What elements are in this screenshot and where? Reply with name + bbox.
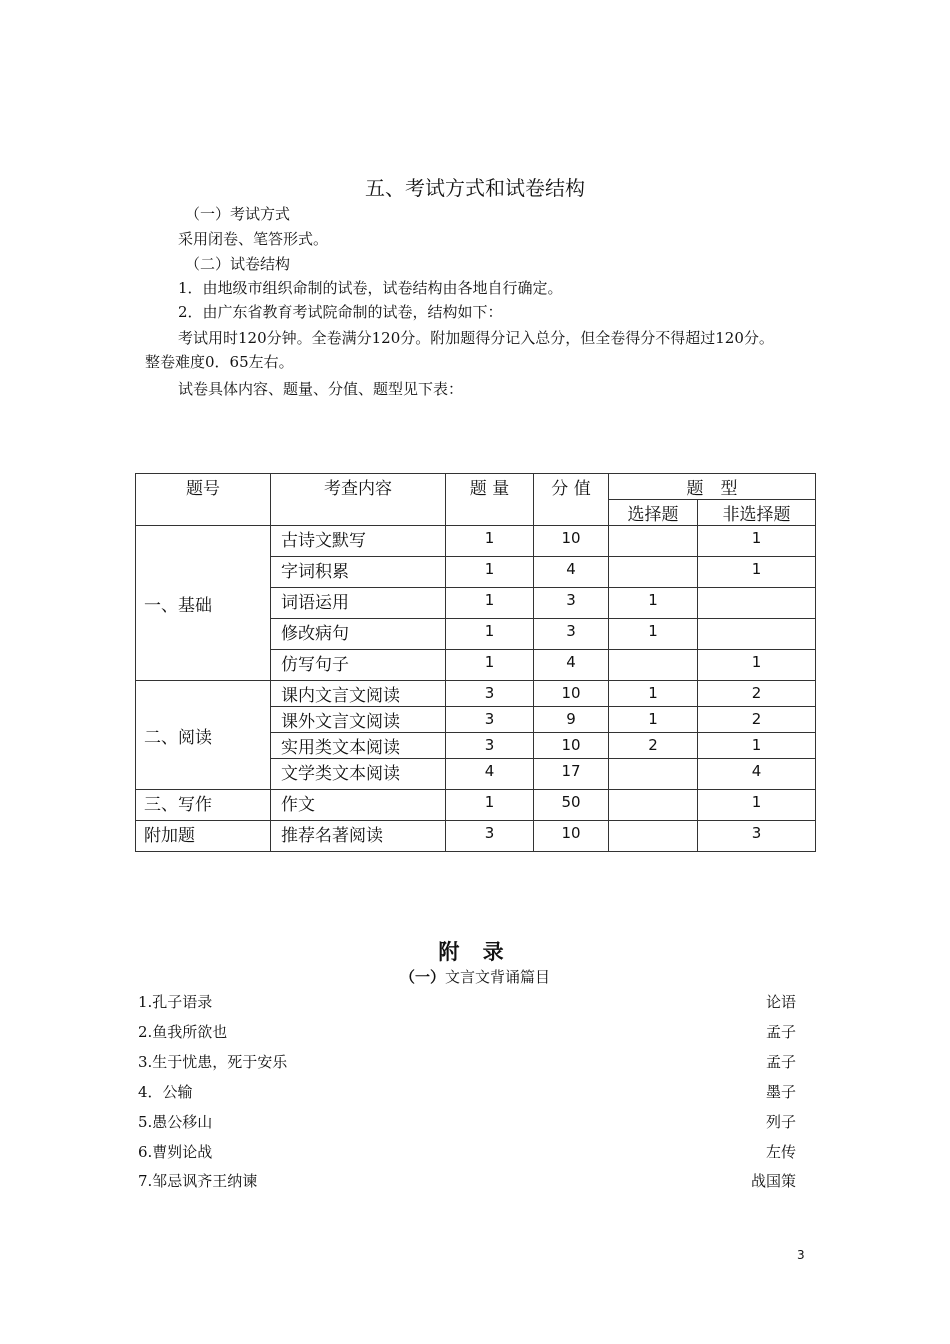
group-writing: 三、写作 xyxy=(136,790,271,821)
row-content: 古诗文默写 xyxy=(271,526,446,557)
row-count: 1 xyxy=(446,650,534,681)
table-header-row xyxy=(136,474,816,500)
list-item-author: 孟子 xyxy=(765,1023,796,1041)
list-item-author: 左传 xyxy=(765,1143,796,1161)
row-score: 10 xyxy=(534,681,609,707)
row-nonchoice: 2 xyxy=(698,681,816,707)
structure-item-2: 2．由广东省教育考试院命制的试卷，结构如下： xyxy=(178,303,503,321)
row-count: 3 xyxy=(446,681,534,707)
list-item xyxy=(138,1081,796,1103)
row-nonchoice xyxy=(698,619,816,650)
group-reading: 二、阅读 xyxy=(136,681,271,790)
list-item xyxy=(138,1021,796,1043)
header-type: 题 型 xyxy=(609,474,816,500)
row-score: 10 xyxy=(534,821,609,852)
row-nonchoice: 1 xyxy=(698,650,816,681)
row-score: 3 xyxy=(534,619,609,650)
row-choice xyxy=(609,821,698,852)
appendix-subtitle-text: 文言文背诵篇目 xyxy=(445,968,551,986)
row-score: 4 xyxy=(534,650,609,681)
list-item xyxy=(138,1170,796,1192)
header-count: 题 量 xyxy=(446,474,534,526)
row-score: 10 xyxy=(534,526,609,557)
structure-item-1: 1．由地级市组织命制的试卷，试卷结构由各地自行确定。 xyxy=(178,279,563,297)
difficulty-text: 整卷难度0．65左右。 xyxy=(145,353,294,371)
row-score: 50 xyxy=(534,790,609,821)
header-num: 题号 xyxy=(136,474,271,526)
exam-duration-text: 考试用时120分钟。全卷满分120分。附加题得分记入总分，但全卷得分不得超过120分。 xyxy=(178,329,774,347)
row-choice xyxy=(609,526,698,557)
row-nonchoice: 4 xyxy=(698,759,816,790)
row-choice xyxy=(609,650,698,681)
list-item-title: 4．公输 xyxy=(138,1083,193,1101)
list-item-title: 1.孔子语录 xyxy=(138,993,213,1011)
row-choice xyxy=(609,557,698,588)
row-choice xyxy=(609,759,698,790)
group-extra: 附加题 xyxy=(136,821,271,852)
section-title: 五、考试方式和试卷结构 xyxy=(365,176,585,200)
table-intro-text: 试卷具体内容、题量、分值、题型见下表： xyxy=(178,380,464,398)
list-item-title: 7.邹忌讽齐王纳谏 xyxy=(138,1172,258,1190)
row-content: 文学类文本阅读 xyxy=(271,759,446,790)
row-choice xyxy=(609,790,698,821)
list-item-title: 3.生于忧患，死于安乐 xyxy=(138,1053,288,1071)
row-choice: 2 xyxy=(609,733,698,759)
row-count: 1 xyxy=(446,790,534,821)
list-item xyxy=(138,1111,796,1133)
list-item xyxy=(138,991,796,1013)
table-row xyxy=(136,681,816,707)
row-count: 1 xyxy=(446,588,534,619)
row-content: 修改病句 xyxy=(271,619,446,650)
row-count: 1 xyxy=(446,619,534,650)
row-nonchoice: 1 xyxy=(698,526,816,557)
appendix-subtitle-prefix: （一） xyxy=(399,968,445,986)
list-item-title: 6.曹刿论战 xyxy=(138,1143,213,1161)
header-score: 分 值 xyxy=(534,474,609,526)
list-item-author: 孟子 xyxy=(765,1053,796,1071)
row-content: 仿写句子 xyxy=(271,650,446,681)
row-content: 实用类文本阅读 xyxy=(271,733,446,759)
list-item-author: 列子 xyxy=(765,1113,796,1131)
row-score: 4 xyxy=(534,557,609,588)
list-item xyxy=(138,1141,796,1163)
row-choice: 1 xyxy=(609,681,698,707)
header-nonchoice: 非选择题 xyxy=(698,500,816,526)
subsection-exam-method: （一）考试方式 xyxy=(185,205,291,223)
row-choice: 1 xyxy=(609,707,698,733)
row-content: 课外文言文阅读 xyxy=(271,707,446,733)
list-item-title: 2.鱼我所欲也 xyxy=(138,1023,228,1041)
page-number: 3 xyxy=(797,1248,805,1262)
list-item-author: 战国策 xyxy=(750,1172,796,1190)
row-count: 1 xyxy=(446,557,534,588)
list-item xyxy=(138,1051,796,1073)
row-nonchoice xyxy=(698,588,816,619)
row-count: 3 xyxy=(446,821,534,852)
row-choice: 1 xyxy=(609,619,698,650)
row-score: 17 xyxy=(534,759,609,790)
row-content: 词语运用 xyxy=(271,588,446,619)
header-choice: 选择题 xyxy=(609,500,698,526)
exam-structure-table xyxy=(135,473,816,852)
table-row xyxy=(136,821,816,852)
table-row xyxy=(136,526,816,557)
row-content: 推荐名著阅读 xyxy=(271,821,446,852)
row-count: 1 xyxy=(446,526,534,557)
row-count: 3 xyxy=(446,707,534,733)
subsection-paper-structure: （二）试卷结构 xyxy=(185,255,291,273)
row-nonchoice: 1 xyxy=(698,790,816,821)
row-score: 10 xyxy=(534,733,609,759)
row-nonchoice: 2 xyxy=(698,707,816,733)
list-item-title: 5.愚公移山 xyxy=(138,1113,213,1131)
row-count: 3 xyxy=(446,733,534,759)
row-nonchoice: 3 xyxy=(698,821,816,852)
row-count: 4 xyxy=(446,759,534,790)
table-row xyxy=(136,790,816,821)
list-item-author: 墨子 xyxy=(765,1083,796,1101)
row-score: 9 xyxy=(534,707,609,733)
row-score: 3 xyxy=(534,588,609,619)
row-content: 字词积累 xyxy=(271,557,446,588)
group-basic: 一、基础 xyxy=(136,526,271,681)
row-content: 作文 xyxy=(271,790,446,821)
appendix-title: 附 录 xyxy=(438,940,512,964)
exam-method-text: 采用闭卷、笔答形式。 xyxy=(178,230,329,248)
appendix-subtitle xyxy=(0,966,950,987)
row-nonchoice: 1 xyxy=(698,557,816,588)
row-choice: 1 xyxy=(609,588,698,619)
row-nonchoice: 1 xyxy=(698,733,816,759)
row-content: 课内文言文阅读 xyxy=(271,681,446,707)
header-content: 考查内容 xyxy=(271,474,446,526)
list-item-author: 论语 xyxy=(765,993,796,1011)
